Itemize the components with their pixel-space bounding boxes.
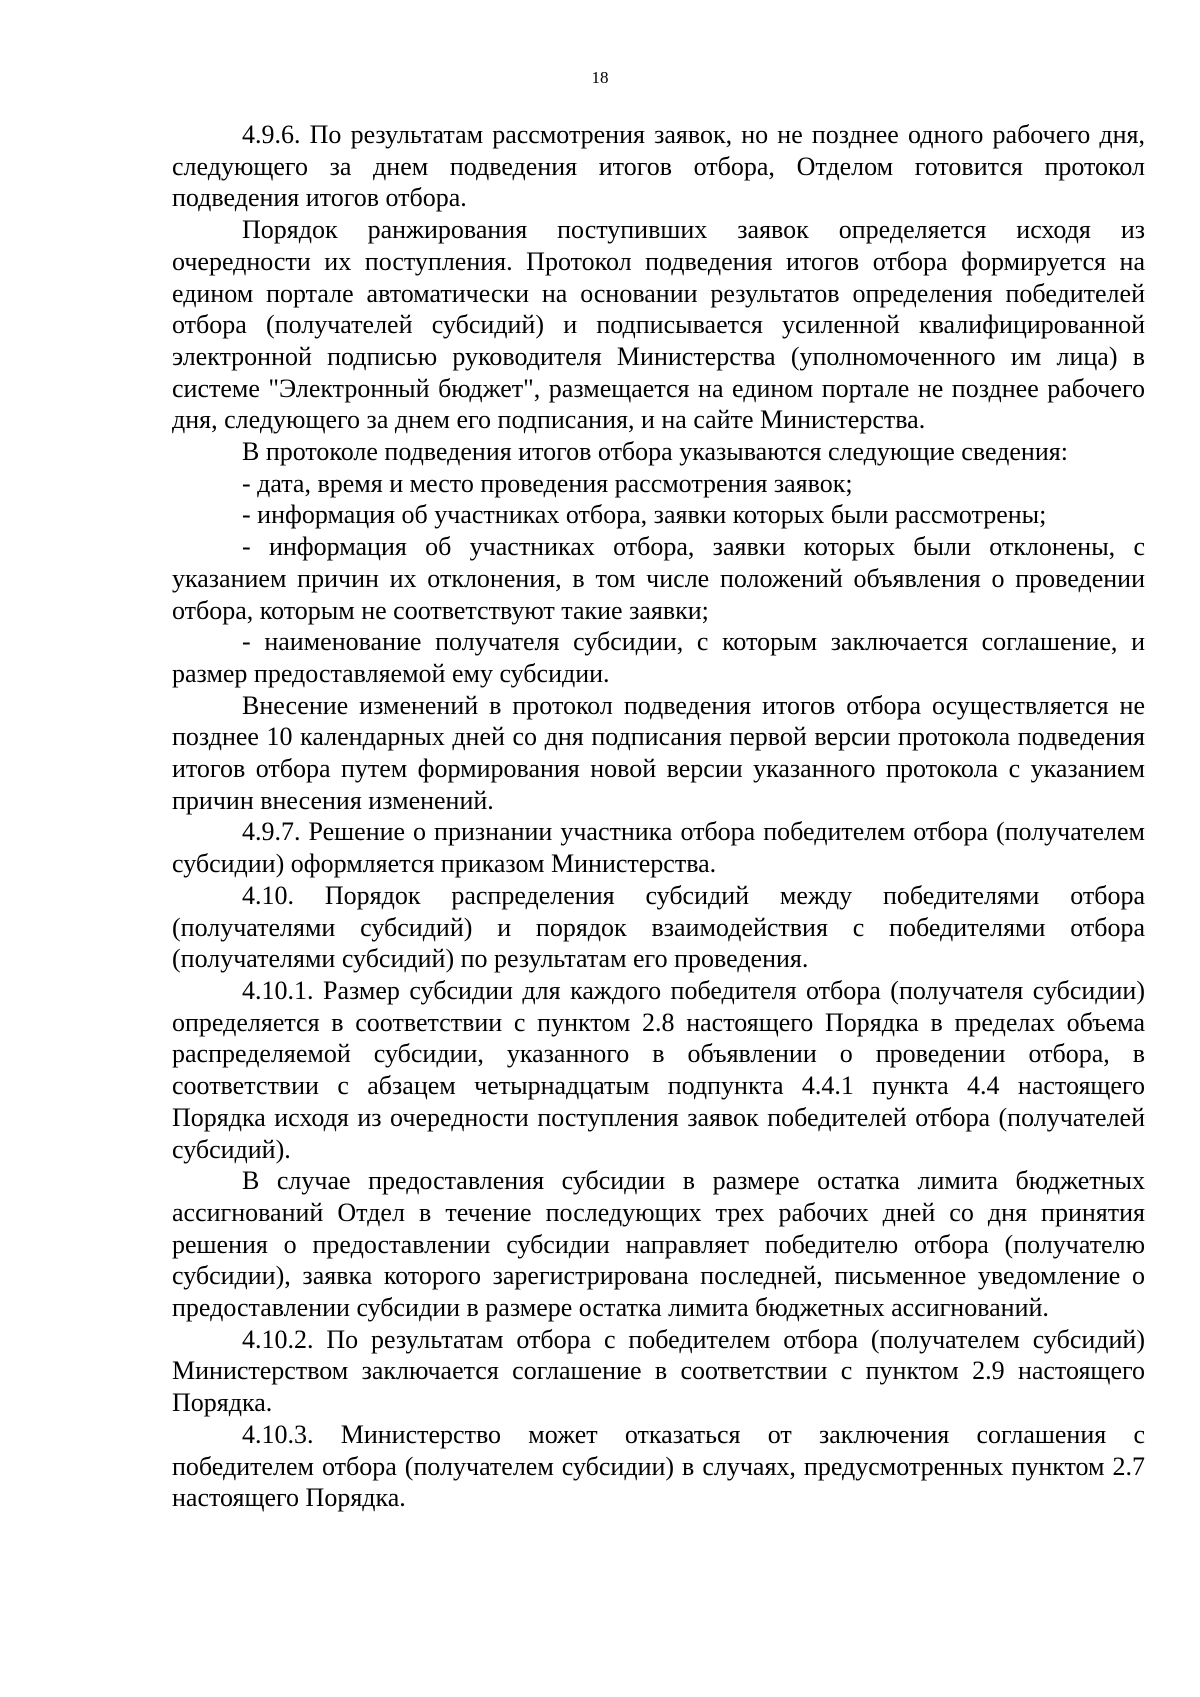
- list-item-recipient-name: - наименование получателя субсидии, с которым заключается соглашение, и размер предоставляемой ему субсидии.: [172, 627, 1145, 688]
- paragraph-4-9-6: 4.9.6. По результатам рассмотрения заявок, но не позднее одного рабочего дня, следующего за днем подведения итогов отбора, Отделом готовится протокол подведения итогов отбора.: [172, 120, 1145, 213]
- paragraph-protocol-contents: В протоколе подведения итогов отбора указываются следующие сведения:: [242, 437, 1068, 467]
- paragraph-4-10: 4.10. Порядок распределения субсидий между победителями отбора (получателями субсидий) и порядок взаимодействия с победителями отбора (получателями субсидий) по результатам его проведения.: [172, 880, 1145, 974]
- paragraph-ranking-order: Порядок ранжирования поступивших заявок определяется исходя из очередности их поступления. Протокол подведения итогов отбора формируется на едином портале автоматически на основании результатов определения победителей отбора (получателей субсидий) и подписывается усиленной квалифицированной электронной подписью руководителя Министерства (уполномоченного им лица) в системе "Электронный бюджет", размещается на едином портале не позднее рабочего дня, следующего за днем его подписания, и на сайте Министерства.: [172, 215, 1145, 435]
- paragraph-4-10-2: 4.10.2. По результатам отбора с победителем отбора (получателем субсидий) Министерством заключается соглашение в соответствии с пунктом 2.9 настоящего Порядка.: [172, 1324, 1145, 1418]
- paragraph-4-9-7: 4.9.7. Решение о признании участника отбора победителем отбора (получателем субсидии) оформляется приказом Министерства.: [172, 817, 1145, 879]
- paragraph-remaining-limit: В случае предоставления субсидии в размере остатка лимита бюджетных ассигнований Отдел в течение последующих трех рабочих дней со дня принятия решения о предоставлении субсидии направляет победителю отбора (получателю субсидии), заявка которого зарегистрирована последней, письменное уведомление о предоставлении субсидии в размере остатка лимита бюджетных ассигнований.: [172, 1166, 1145, 1323]
- paragraph-4-10-3: 4.10.3. Министерство может отказаться от заключения соглашения с победителем отбора (получателем субсидии) в случаях, предусмотренных пунктом 2.7 настоящего Порядка.: [172, 1419, 1145, 1513]
- page-number: 18: [591, 68, 609, 87]
- document-body: [172, 119, 1145, 1514]
- list-item-date-time-place: - дата, время и место проведения рассмотрения заявок;: [242, 468, 853, 498]
- list-item-considered-participants: - информация об участниках отбора, заявки которых были рассмотрены;: [242, 500, 1047, 530]
- list-item-rejected-participants: - информация об участниках отбора, заявки которых были отклонены, с указанием причин их отклонения, в том числе положений объявления о проведении отбора, которым не соответствуют такие заявки;: [172, 532, 1145, 625]
- paragraph-protocol-changes: Внесение изменений в протокол подведения итогов отбора осуществляется не позднее 10 календарных дней со дня подписания первой версии протокола подведения итогов отбора путем формирования новой версии указанного протокола с указанием причин внесения изменений.: [172, 690, 1145, 815]
- paragraph-4-10-1: 4.10.1. Размер субсидии для каждого победителя отбора (получателя субсидии) определяется в соответствии с пунктом 2.8 настоящего Порядка в пределах объема распределяемой субсидии, указанного в объявлении о проведении отбора, в соответствии с абзацем четырнадцатым подпункта 4.4.1 пункта 4.4 настоящего Порядка исходя из очередности поступления заявок победителей отбора (получателей субсидий).: [172, 975, 1145, 1164]
